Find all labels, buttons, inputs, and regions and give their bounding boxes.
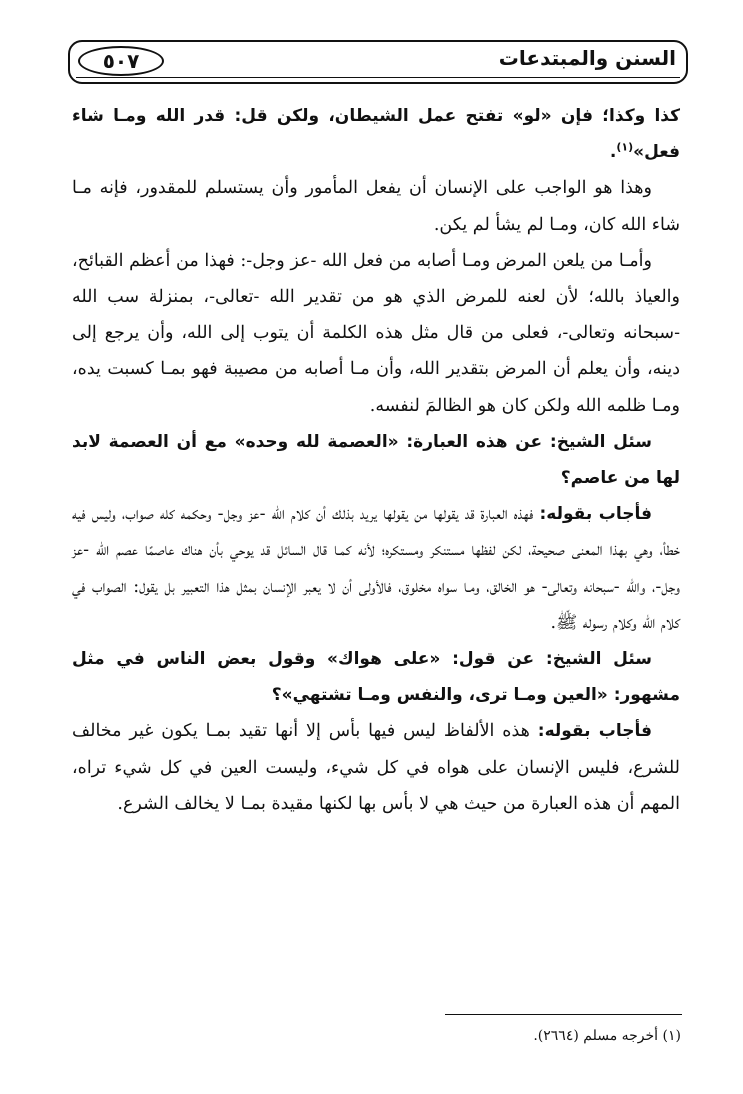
answer-lead: فأجاب بقوله: bbox=[537, 721, 652, 742]
paragraph-hadith-end bbox=[72, 98, 680, 170]
footnote-reference: (١) bbox=[616, 140, 634, 154]
footnote: (١) أخرجه مسلم (٢٦٦٤). bbox=[533, 1028, 681, 1044]
running-title: السنن والمبتدعات bbox=[498, 46, 676, 70]
footnote-separator bbox=[445, 1014, 682, 1015]
page-number: ٥٠٧ bbox=[78, 46, 164, 76]
answer-desire bbox=[72, 713, 680, 822]
hadith-period: . bbox=[609, 142, 617, 163]
paragraph-obligation: وهذا هو الواجب على الإنسان أن يفعل المأمور وأن يستسلم للمقدور، فإنه مـا شاء الله كان، ومـا لم يشأ لم يكن. bbox=[72, 178, 680, 235]
answer-infallibility bbox=[72, 496, 680, 641]
hadith-text: كذا وكذا؛ فإن «لو» تفتح عمل الشيطان، ولكن قل: قدر الله ومـا شاء فعل» bbox=[72, 106, 680, 163]
header-rule bbox=[76, 77, 680, 78]
main-text bbox=[72, 98, 680, 822]
paragraph-cursing-illness: وأمـا من يلعن المرض ومـا أصابه من فعل الله -عز وجل-: فهذا من أعظم القبائح، والعياذ بالله؛ لأن لعنه للمرض الذي هو من تقدير الله -تعالى-، بمنزلة سب الله -سبحانه وتعالى-، فعلى من قال مثل هذه الكلمة أن يتوب إلى الله، وأن يرجع إلى دينه، وأن يعلم أن المرض بتقدير الله، وأن مـا أصابه من مصيبة فهو بمـا كسبت يده، ومـا ظلمه الله ولكن كان هو الظالمَ لنفسه. bbox=[72, 250, 680, 416]
page-header bbox=[68, 40, 690, 88]
answer-lead: فأجاب بقوله: bbox=[539, 504, 652, 525]
answer-text: هذه الألفاظ ليس فيها بأس إلا أنها تقيد بمـا يكون غير مخالف للشرع، فليس الإنسان على هواه في كل شيء، وليست العين في كل شيء تراه، المهم أن هذه العبارة من حيث هي لا بأس بها لكنها مقيدة بمـا لا يخالف الشرع. bbox=[72, 721, 680, 814]
question-infallibility: سئل الشيخ: عن هذه العبارة: «العصمة لله وحده» مع أن العصمة لابد لها من عاصم؟ bbox=[72, 431, 680, 489]
answer-text: فهذه العبارة قد يقولها من يقولها يريد بذلك أن كلام الله -عز وجل- وحكمه كله صواب، وليس فيه خطأ، وهي بهذا المعنى صحيحة، لكن لفظها مستنكر ومستكره؛ لأنه كمـا قال السائل قد يوحي بأن هناك عاصمًا عصم الله -عز وجل-، والله -سبحانه وتعالى- هو الخالق، ومـا سواه مخلوق، فالأولى أن لا يعبر الإنسان بمثل هذا التعبير بل يقول: الصواب في كلام الله وكلام رسوله ﷺ. bbox=[72, 504, 680, 633]
question-desire: سئل الشيخ: عن قول: «على هواك» وقول بعض الناس في مثل مشهور: «العين ومـا ترى، والنفس ومـا تشتهي»؟ bbox=[72, 649, 680, 706]
